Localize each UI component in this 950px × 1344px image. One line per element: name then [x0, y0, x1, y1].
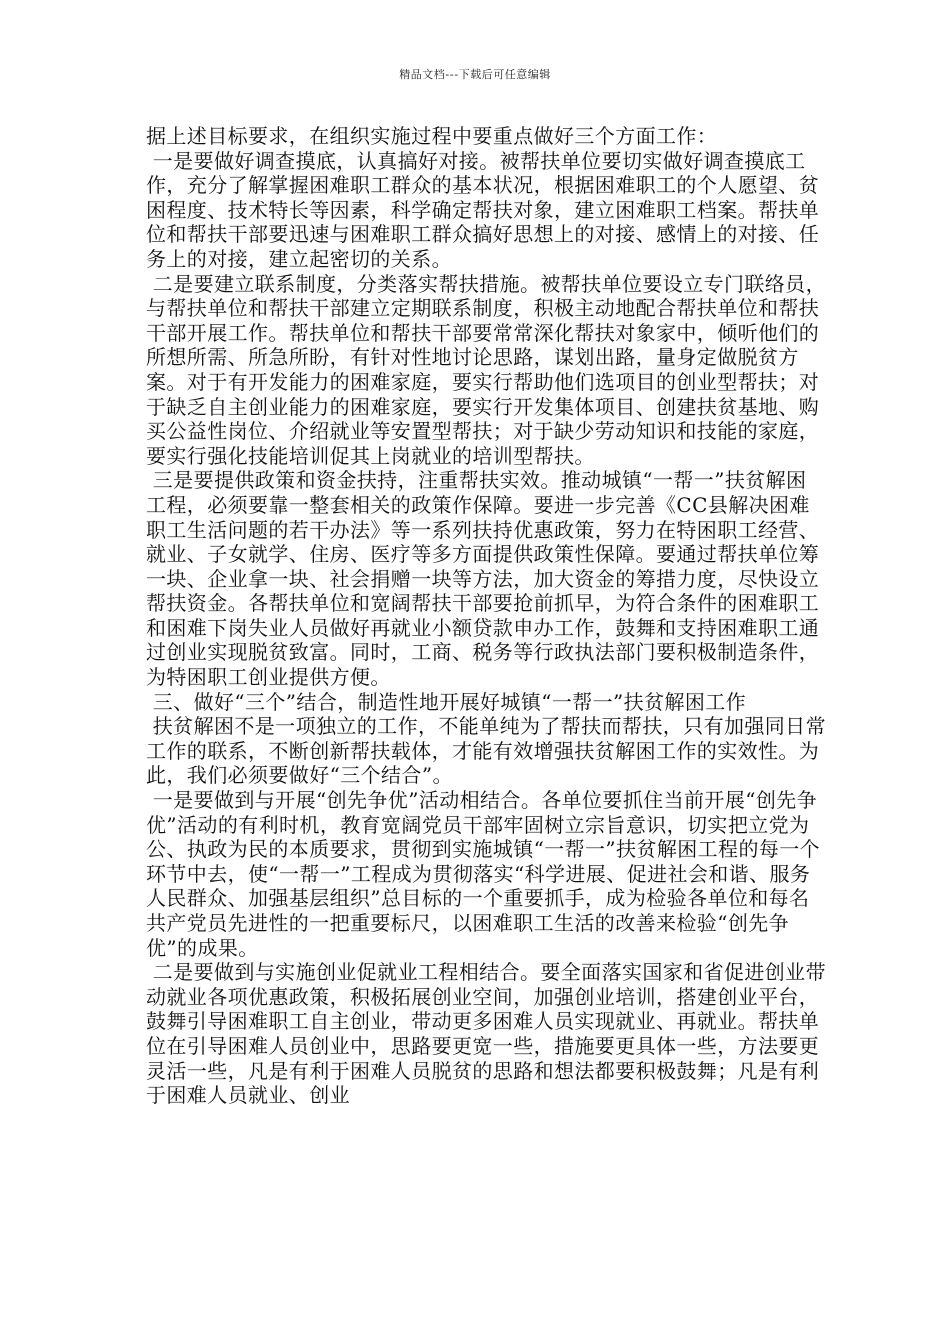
- paragraph: 据上述目标要求，在组织实施过程中要重点做好三个方面工作：: [146, 124, 718, 148]
- page-header-note: 精品文档---下载后可任意编辑: [399, 68, 551, 81]
- paragraph: 二是要建立联系制度，分类落实帮扶措施。被帮扶单位要设立专门联络员，与帮扶单位和帮扶干部建立定期联系制度，积极主动地配合帮扶单位和帮扶干部开展工作。帮扶单位和帮扶干部要常常深化帮扶对象家中，倾听他们的所想所需、所急所盼，有针对性地讨论思路，谋划出路，量身定做脱贫方案。对于有开发能力的困难家庭，要实行帮助他们选项目的创业型帮扶；对于缺乏自主创业能力的困难家庭，要实行开发集体项目、创建扶贫基地、购买公益性岗位、介绍就业等安置型帮扶；对于缺少劳动知识和技能的家庭，要实行强化技能培训促其上岗就业的培训型帮扶。: [146, 271, 826, 468]
- paragraph: 一是要做到与开展“创先争优”活动相结合。各单位要抓住当前开展“创先争优”活动的有利时机，教育宽阔党员干部牢固树立宗旨意识，切实把立党为公、执政为民的本质要求，贯彻到实施城镇“一帮一”扶贫解困工程的每一个环节中去，使“一帮一”工程成为贯彻落实“科学进展、促进社会和谐、服务人民群众、加强基层组织”总目标的一个重要抓手，成为检验各单位和每名共产党员先进性的一把重要标尺，以困难职工生活的改善来检验“创先争优”的成果。: [146, 788, 821, 960]
- paragraph: 二是要做到与实施创业促就业工程相结合。要全面落实国家和省促进创业带动就业各项优惠政策，积极拓展创业空间，加强创业培训，搭建创业平台，鼓舞引导困难职工自主创业，带动更多困难人员实现就业、再就业。帮扶单位在引导困难人员创业中，思路要更宽一些，措施要更具体一些，方法要更灵活一些，凡是有利于困难人员脱贫的思路和想法都要积极鼓舞；凡是有利于困难人员就业、创业: [146, 960, 826, 1108]
- document-body: [146, 124, 826, 1108]
- paragraph: 一是要做好调查摸底，认真搞好对接。被帮扶单位要切实做好调查摸底工作，充分了解掌握困难职工群众的基本状况，根据困难职工的个人愿望、贫困程度、技术特长等因素，科学确定帮扶对象，建立困难职工档案。帮扶单位和帮扶干部要迅速与困难职工群众搞好思想上的对接、感情上的对接、任务上的对接，建立起密切的关系。: [146, 148, 820, 271]
- section-heading: 三、做好“三个”结合，制造性地开展好城镇“一帮一”扶贫解困工作: [146, 689, 747, 714]
- paragraph: 扶贫解困不是一项独立的工作，不能单纯为了帮扶而帮扶，只有加强同日常工作的联系，不断创新帮扶载体，才能有效增强扶贫解困工作的实效性。为此，我们必须要做好“三个结合”。: [146, 714, 826, 788]
- paragraph: 三是要提供政策和资金扶持，注重帮扶实效。推动城镇“一帮一”扶贫解困工程，必须要靠一整套相关的政策作保障。要进一步完善《CC县解决困难职工生活问题的若干办法》等一系列扶持优惠政策，努力在特困职工经营、就业、子女就学、住房、医疗等多方面提供政策性保障。要通过帮扶单位筹一块、企业拿一块、社会捐赠一块等方法，加大资金的筹措力度，尽快设立帮扶资金。各帮扶单位和宽阔帮扶干部要抢前抓早，为符合条件的困难职工和困难下岗失业人员做好再就业小额贷款申办工作，鼓舞和支持困难职工通过创业实现脱贫致富。同时，工商、税务等行政执法部门要积极制造条件，为特困职工创业提供方便。: [146, 468, 820, 690]
